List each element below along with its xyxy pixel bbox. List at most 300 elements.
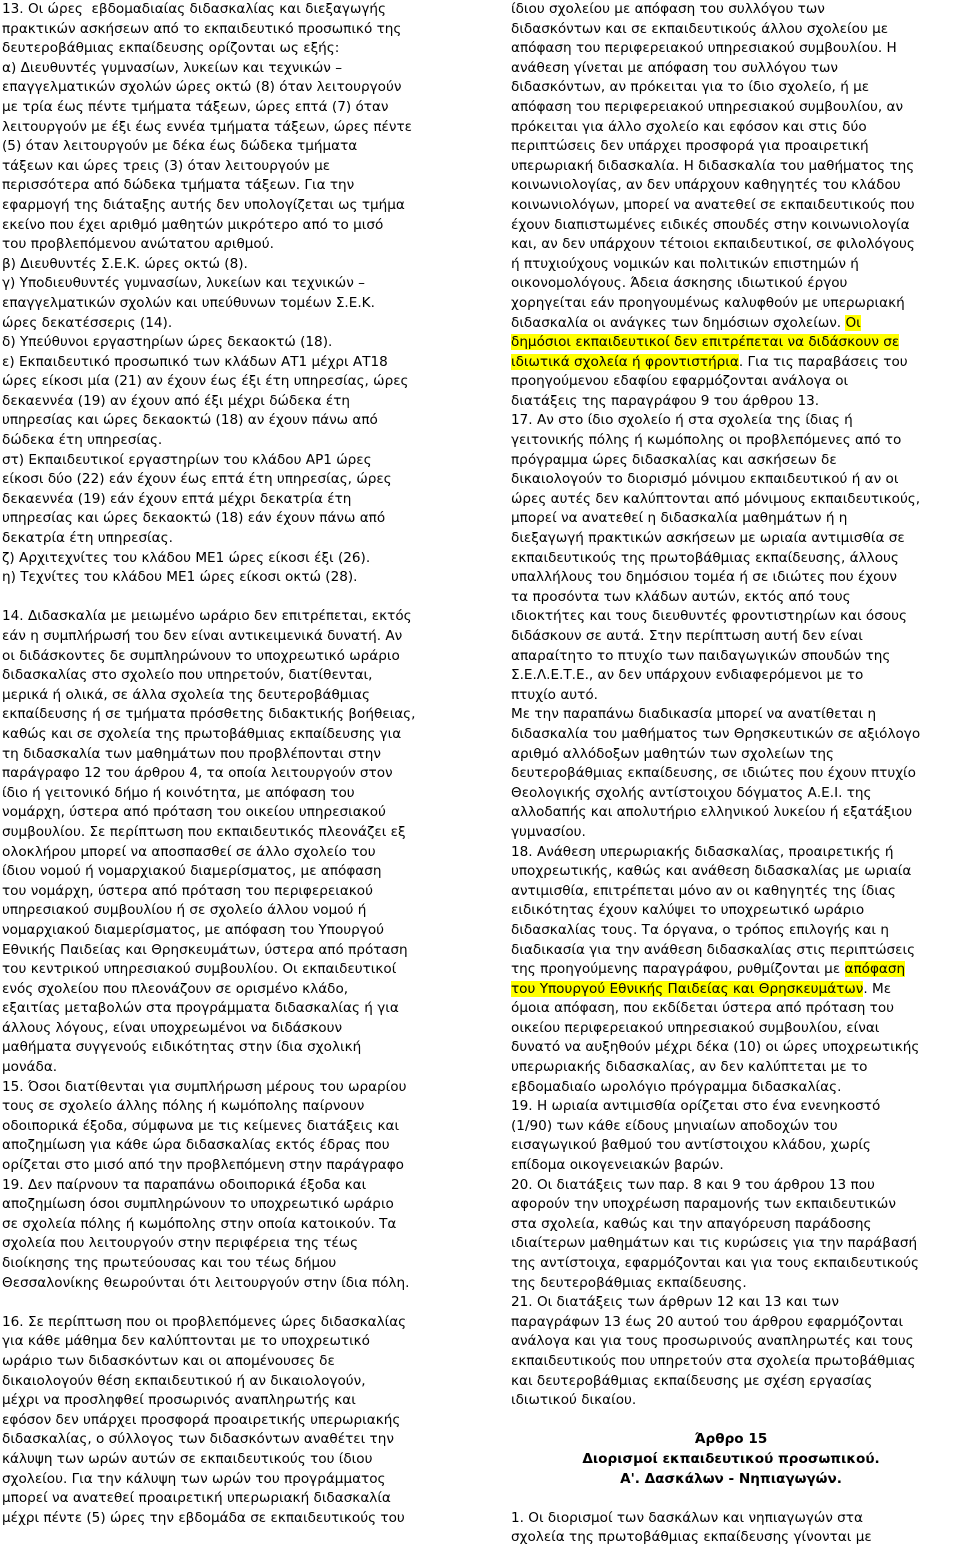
right-column-line <box>511 274 951 294</box>
right-column-line <box>511 196 951 216</box>
line-text: της αντίστοιχα, εφαρμόζονται και για τους εκπαιδευτικούς <box>511 1255 919 1271</box>
line-text: δυνατό να αυξηθούν μέχρι δέκα (10) οι ώρες υποχρεωτικής <box>511 1039 920 1056</box>
line-text: επαγγελματικών σχολών ώρες οκτώ (8) όταν λειτουργούν <box>2 79 402 96</box>
left-column-line <box>2 39 470 59</box>
left-column-line <box>2 451 470 471</box>
left-column-line <box>2 1509 470 1529</box>
line-text: εφαρμογή της διάταξης αυτής δεν υπολογίζεται ως τμήμα <box>2 196 405 213</box>
right-column-line <box>511 157 951 177</box>
right-column-line <box>511 921 951 941</box>
left-column-line <box>2 1274 470 1294</box>
left-column-line <box>2 1254 470 1274</box>
line-text: συμβουλίου. Σε περίπτωση που εκπαιδευτικός πλεονάζει εξ <box>2 823 406 840</box>
line-text: στ) Εκπαιδευτικοί εργαστηρίων του κλάδου ΑΡ1 ώρες <box>2 451 372 468</box>
right-column-line <box>511 118 951 138</box>
line-text: υπηρεσίας και ώρες δεκαοκτώ (18) αν έχουν πάνω από <box>2 412 378 429</box>
line-text: της δευτεροβάθμιας εκπαίδευσης. <box>511 1274 747 1291</box>
line-text: έχουν διαπιστωμένες ειδικές σπουδές στην κοινωνιολογία <box>511 216 910 233</box>
left-column-line <box>2 176 470 196</box>
line-text: ιδιοκτήτες και τους διευθυντές φροντιστηρίων και όσους <box>511 608 907 625</box>
line-text: εισαγωγικού βαθμού του αντίστοιχου κλάδου, χωρίς <box>511 1137 871 1154</box>
line-text: απόφαση του περιφερειακού υπηρεσιακού συμβουλίου. Η <box>511 40 897 57</box>
right-column-line <box>511 1254 951 1274</box>
left-column-line <box>2 1470 470 1490</box>
left-column-line <box>2 118 470 138</box>
line-text: 19. Η ωριαία αντιμισθία ορίζεται στο ένα ενενηκοστό <box>511 1098 881 1115</box>
line-text: και δευτεροβάθμιας εκπαίδευσης με σχέση εργασίας <box>511 1372 873 1389</box>
left-column-line <box>2 607 470 627</box>
line-text: οδοιπορικά έξοδα, σύμφωνα με τις κείμενες διατάξεις και <box>2 1117 400 1134</box>
left-column-line <box>2 960 470 980</box>
right-column-line <box>511 98 951 118</box>
left-column-line <box>2 1019 470 1039</box>
line-text: (1/90) των κάθε είδους μηνιαίων αποδοχών του <box>511 1117 838 1134</box>
right-column-line <box>511 314 951 334</box>
line-text: 1. Οι διορισμοί των δασκάλων και νηπιαγωγών στα <box>511 1509 863 1526</box>
left-column-line <box>2 196 470 216</box>
left-column-line <box>2 372 470 392</box>
left-column-line <box>2 1156 470 1176</box>
right-column-line <box>511 1332 951 1352</box>
line-text: μαθήματα συγγενούς ειδικότητας στην ίδια σχολική <box>2 1039 362 1056</box>
line-text: σχολεία που λειτουργούν στην περιφέρεια της τέως <box>2 1235 359 1252</box>
line-text: απόφαση του περιφερειακού υπηρεσιακού συμβουλίου, αν <box>511 98 904 115</box>
line-text: διαδικασία για την ανάθεση διδασκαλίας στις περιπτώσεις <box>511 941 916 958</box>
line-text: ίδιου νομού ή νομαρχιακού διαμερίσματος, με απόφαση <box>2 863 382 880</box>
right-column-line <box>511 960 951 980</box>
line-text: λειτουργούν με έξι έως εννέα τμήματα τάξεων, ώρες πέντε <box>2 118 413 135</box>
line-text: του κεντρικού υπηρεσιακού συμβουλίου. Οι εκπαιδευτικοί <box>2 961 397 978</box>
right-column-line <box>511 1195 951 1215</box>
line-text: δεκαεννέα (19) εάν έχουν επτά μέχρι δεκατρία έτη <box>2 490 352 507</box>
line-text: δευτεροβάθμιας εκπαίδευσης ορίζονται ως εξής: <box>2 40 340 57</box>
line-text: πρόκειται για άλλο σχολείο και εφόσον και στις δύο <box>511 118 867 135</box>
line-text: εβδομαδιαίο ωρολόγιο πρόγραμμα διδασκαλίας. <box>511 1078 842 1095</box>
line-text: διοίκησης της πρωτεύουσας και του τέως δήμου <box>2 1255 337 1271</box>
left-column-line <box>2 1450 470 1470</box>
right-column-line <box>511 1274 951 1294</box>
right-column-line <box>511 1078 951 1098</box>
right-column-line <box>511 784 951 804</box>
left-column-line <box>2 235 470 255</box>
left-column-line <box>2 980 470 1000</box>
left-column-line <box>2 627 470 647</box>
right-column-line <box>511 568 951 588</box>
left-column-line <box>2 529 470 549</box>
line-text: υπηρεσιακού συμβουλίου ή σε σχολείο άλλου νομού ή <box>2 902 367 919</box>
line-text: 18. Ανάθεση υπερωριακής διδασκαλίας, προαιρετικής ή <box>511 843 894 860</box>
line-text: εξαιτίας μεταβολών στα προγράμματα διδασκαλίας ή για <box>2 1000 399 1017</box>
line-text: εάν η συμπλήρωσή του δεν είναι αντικειμενικά δυνατή. Αν <box>2 628 403 644</box>
line-text: διδασκαλίας, ο σύλλογος των διδασκόντων αναθέτει την <box>2 1431 394 1448</box>
line-text: οι διδάσκοντες δε συμπληρώνουν το υποχρεωτικό ωράριο <box>2 647 400 664</box>
left-column-line <box>2 274 470 294</box>
line-text: περισσότερα από δώδεκα τμήματα τάξεων. Για την <box>2 177 355 194</box>
line-text: διδασκόντων και σε εκπαιδευτικούς άλλου σχολείου με <box>511 20 889 37</box>
line-text: διδάσκουν σε αυτά. Στην περίπτωση αυτή δεν είναι <box>511 628 863 644</box>
right-column-line <box>511 529 951 549</box>
line-text: 13. Οι ώρες εβδομαδιαίας διδασκαλίας και διεξαγωγής <box>2 1 386 17</box>
line-text: διδασκαλία οι ανάγκες των δημόσιων σχολείων. <box>511 314 846 331</box>
line-text: υπερωριακή διδασκαλία. Η διδασκαλία του μαθήματος της <box>511 157 915 174</box>
left-column-line <box>2 392 470 412</box>
line-text: ειδικότητας έχουν καλύψει το υποχρεωτικό ωράριο <box>511 902 865 919</box>
left-column-line <box>2 803 470 823</box>
right-column-line <box>511 647 951 667</box>
left-column-line <box>2 901 470 921</box>
right-column-line <box>511 1313 951 1333</box>
right-column-line <box>511 627 951 647</box>
right-column-line <box>511 372 951 392</box>
line-text: κοινωνιολόγων, μπορεί να ανατεθεί σε εκπαιδευτικούς που <box>511 196 915 213</box>
line-text: εκείνο που έχει αριθμό μαθητών μικρότερο από το μισό <box>2 216 384 233</box>
right-column-line <box>511 1411 951 1431</box>
left-column-line <box>2 255 470 275</box>
line-text: οικονομολόγους. Άδεια άσκησης ιδιωτικού έργου <box>511 275 848 292</box>
line-text: Σ.Ε.Λ.Ε.Τ.Ε., αν δεν υπάρχουν ενδιαφερόμενοι με το <box>511 667 864 684</box>
right-column-line <box>511 20 951 40</box>
left-column-line <box>2 745 470 765</box>
right-column-line <box>511 411 951 431</box>
left-column-line <box>2 1176 470 1196</box>
line-text: κοινωνιολογίας, αν δεν υπάρχουν καθηγητές του κλάδου <box>511 177 901 194</box>
right-column-line <box>511 1470 951 1490</box>
left-column-line <box>2 725 470 745</box>
line-text: της προηγούμενης παραγράφου, ρυθμίζονται με <box>511 961 845 978</box>
line-text: αποζημίωση για κάθε ώρα διδασκαλίας εκτός έδρας που <box>2 1137 390 1154</box>
line-text: δικαιολογούν το διορισμό μόνιμου εκπαιδευτικού ή αν οι <box>511 471 899 488</box>
line-text: ώρες είκοσι μία (21) αν έχουν έως έξι έτη υπηρεσίας, ώρες <box>2 373 409 390</box>
right-column-line <box>511 1097 951 1117</box>
line-text: παράγραφο 12 του άρθρου 4, τα οποία λειτουργούν στον <box>2 765 393 782</box>
left-column-line <box>2 1136 470 1156</box>
right-column <box>511 0 951 1548</box>
left-column-line <box>2 1411 470 1431</box>
line-text: διδασκαλίας τους. Τα όργανα, ο τρόπος επιλογής και η <box>511 921 889 938</box>
right-column-line <box>511 607 951 627</box>
left-column-line <box>2 921 470 941</box>
line-text: νομαρχιακού διαμερίσματος, με απόφαση του Υπουργού <box>2 921 384 938</box>
line-text: υπηρεσίας και ώρες δεκαοκτώ (18) εάν έχουν πάνω από <box>2 510 386 527</box>
line-text: πρόγραμμα ώρες διδασκαλίας και ασκήσεων δε <box>511 451 837 468</box>
line-text: χορηγείται εάν προηγουμένως καλυφθούν με υπερωριακή <box>511 294 905 311</box>
right-column-line <box>511 1293 951 1313</box>
line-text: ίδιου σχολείου με απόφαση του συλλόγου των <box>511 1 825 17</box>
line-text: τη διδασκαλία των μαθημάτων που προβλέπονται στην <box>2 745 381 762</box>
line-text: διεξαγωγή πρακτικών ασκήσεων με ωριαία αντιμισθία σε <box>511 530 905 547</box>
left-column-line <box>2 862 470 882</box>
left-column-line <box>2 999 470 1019</box>
right-column-line <box>511 490 951 510</box>
line-text: 19. Δεν παίρνουν τα παραπάνω οδοιπορικά έξοδα και <box>2 1176 367 1193</box>
line-text: ανάλογα και για τους προσωρινούς αναπληρωτές και τους <box>511 1333 914 1350</box>
right-column-line <box>511 1117 951 1137</box>
right-column-line <box>511 235 951 255</box>
line-text: όμοια απόφαση, που εκδίδεται ύστερα από πρόταση του <box>511 1000 895 1017</box>
line-text: του νομάρχη, ύστερα από πρόταση του περιφερειακού <box>2 882 373 899</box>
right-column-line <box>511 431 951 451</box>
right-column-line <box>511 59 951 79</box>
line-text: μέχρι να προσληφθεί προσωρινός αναπληρωτής και <box>2 1392 356 1409</box>
right-column-line <box>511 1372 951 1392</box>
line-text: ορίζεται στο μισό από την προβλεπόμενη στην παράγραφο <box>2 1157 404 1174</box>
line-text: ενός σχολείου που πλεονάζουν σε ορισμένο κλάδο, <box>2 980 349 997</box>
left-column-line <box>2 764 470 784</box>
line-text: δ) Υπεύθυνοι εργαστηρίων ώρες δεκαοκτώ (18). <box>2 334 333 351</box>
line-text: στα σχολεία, καθώς και την απαγόρευση παράδοσης <box>511 1215 872 1232</box>
line-text: . Με <box>863 980 892 997</box>
line-text: εκπαιδευτικούς της πρωτοβάθμιας εκπαίδευσης, άλλους <box>511 549 899 566</box>
line-text: σχολεία της πρωτοβάθμιας εκπαίδευσης γίνονται με <box>511 1529 872 1546</box>
line-text: Άρθρο 15 <box>694 1431 768 1448</box>
line-text: Α'. Δασκάλων - Νηπιαγωγών. <box>620 1470 842 1487</box>
left-column-line <box>2 1352 470 1372</box>
left-column-line <box>2 647 470 667</box>
left-column-line <box>2 78 470 98</box>
line-text: Διορισμοί εκπαιδευτικού προσωπικού. <box>582 1450 880 1467</box>
left-column-line <box>2 568 470 588</box>
line-text: μονάδα. <box>2 1059 58 1076</box>
right-column-line <box>511 1430 951 1450</box>
line-text: Θεολογικής σχολής αντίστοιχου δόγματος Α.Ε.Ι. της <box>511 784 872 801</box>
line-text: Με την παραπάνω διαδικασία μπορεί να ανατίθεται η <box>511 706 877 723</box>
line-text: ιδιαίτερων μαθημάτων και τις κυρώσεις για την παράβασή <box>511 1235 918 1252</box>
left-column-line <box>2 1293 470 1313</box>
left-column-line <box>2 490 470 510</box>
right-column-line <box>511 509 951 529</box>
line-text: εκπαιδευτικούς που υπηρετούν στα σχολεία πρωτοβάθμιας <box>511 1352 916 1369</box>
line-text: (5) όταν λειτουργούν με δέκα έως δώδεκα τμήματα <box>2 138 358 155</box>
line-text: 21. Οι διατάξεις των άρθρων 12 και 13 και των <box>511 1294 839 1311</box>
line-text: διδασκόντων, αν πρόκειται για το ίδιο σχολείο, ή με <box>511 79 870 96</box>
highlighted-text: του Υπουργού Εθνικής Παιδείας και Θρησκευμάτων <box>511 980 864 997</box>
left-column-line <box>2 1117 470 1137</box>
left-column-line <box>2 784 470 804</box>
line-text: σχολείου. Για την κάλυψη των ωρών του προγράμματος <box>2 1470 386 1487</box>
left-column-line <box>2 1372 470 1392</box>
line-text: είκοσι δύο (22) εάν έχουν έως επτά έτη υπηρεσίας, ώρες <box>2 471 392 488</box>
highlighted-text: δημόσιοι εκπαιδευτικοί δεν επιτρέπεται να διδάσκουν σε <box>511 334 900 351</box>
line-text: πτυχίο αυτό. <box>511 686 598 703</box>
right-column-line <box>511 294 951 314</box>
line-text: 20. Οι διατάξεις των παρ. 8 και 9 του άρθρου 13 που <box>511 1176 875 1193</box>
right-column-line <box>511 745 951 765</box>
left-column-line <box>2 588 470 608</box>
line-text: ωράριο των διδασκόντων και οι απομένουσες δε <box>2 1352 335 1369</box>
line-text: γ) Υποδιευθυντές γυμνασίων, λυκείων και τεχνικών – <box>2 275 365 292</box>
line-text: διδασκαλία του μαθήματος των Θρησκευτικών σε αξιόλογο <box>511 725 921 742</box>
left-column <box>2 0 470 1528</box>
left-column-line <box>2 1058 470 1078</box>
left-column-line <box>2 431 470 451</box>
right-column-line <box>511 1156 951 1176</box>
left-column-line <box>2 216 470 236</box>
line-text: αντιμισθία, επιτρέπεται μόνο αν οι καθηγητές της ίδιας <box>511 882 896 899</box>
right-column-line <box>511 1450 951 1470</box>
line-text: οικείου περιφερειακού υπηρεσιακού συμβουλίου, είναι <box>511 1019 880 1036</box>
line-text: εφόσον δεν υπάρχει προσφορά προαιρετικής υπερωριακής <box>2 1411 401 1428</box>
left-column-line <box>2 705 470 725</box>
line-text: δεκαεννέα (19) αν έχουν από έξι μέχρι δώδεκα έτη <box>2 392 351 409</box>
line-text: ή πτυχιούχους νομικών και πολιτικών επιστημών ή <box>511 255 859 272</box>
right-column-line <box>511 1352 951 1372</box>
highlighted-text: Οι <box>845 314 861 331</box>
line-text: υποχρεωτικής, καθώς και ανάθεση διδασκαλίας με ωριαία <box>511 863 912 880</box>
left-column-line <box>2 157 470 177</box>
line-text: αφορούν την υποχρέωση παραμονής των εκπαιδευτικών <box>511 1196 896 1213</box>
left-column-line <box>2 843 470 863</box>
left-column-line <box>2 1313 470 1333</box>
left-column-line <box>2 353 470 373</box>
left-column-line <box>2 470 470 490</box>
right-column-line <box>511 882 951 902</box>
line-text: αποζημίωση όσοι συμπληρώνουν το υποχρεωτικό ωράριο <box>2 1196 394 1213</box>
line-text: νομάρχη, ύστερα από πρόταση του οικείου υπηρεσιακού <box>2 804 386 821</box>
right-column-line <box>511 1215 951 1235</box>
line-text: β) Διευθυντές Σ.Ε.Κ. ώρες οκτώ (8). <box>2 255 248 272</box>
right-column-line <box>511 588 951 608</box>
line-text: απαραίτητο το πτυχίο των παιδαγωγικών σπουδών της <box>511 647 891 664</box>
right-column-line <box>511 549 951 569</box>
line-text: εκπαίδευσης ή σε τμήματα πρόσθετης διδακτικής βοήθειας, <box>2 706 416 723</box>
line-text: περιπτώσεις δεν υπάρχει προσφορά για προαιρετική <box>511 138 869 155</box>
line-text: υπερωριακής διδασκαλίας, αν δεν καλύπτεται με το <box>511 1059 868 1076</box>
line-text: τα προσόντα των κλάδων αυτών, εκτός από τους <box>511 588 851 605</box>
line-text: επαγγελματικών σχολών και υπεύθυνων τομέων Σ.Ε.Κ. <box>2 294 375 311</box>
line-text: . Για τις παραβάσεις του <box>738 353 908 370</box>
left-column-line <box>2 294 470 314</box>
right-column-line <box>511 0 951 20</box>
right-column-line <box>511 255 951 275</box>
line-text: γειτονικής πόλης ή κωμόπολης οι προβλεπόμενες από το <box>511 432 902 449</box>
line-text: προηγούμενου εδαφίου εφαρμόζονται ανάλογα οι <box>511 373 849 390</box>
line-text: μερικά ή ολικά, σε άλλα σχολεία της δευτεροβάθμιας <box>2 686 370 703</box>
line-text: μπορεί να ανατεθεί η διδασκαλία μαθημάτων ή η <box>511 510 848 527</box>
right-column-line <box>511 470 951 490</box>
line-text: σε σχολεία πόλης ή κωμόπολης στην οποία κατοικούν. Τα <box>2 1215 397 1232</box>
left-column-line <box>2 549 470 569</box>
line-text: παραγράφων 13 έως 20 αυτού του άρθρου εφαρμόζονται <box>511 1313 904 1330</box>
left-column-line <box>2 941 470 961</box>
line-text: ιδιωτικού δικαίου. <box>511 1392 637 1409</box>
left-column-line <box>2 20 470 40</box>
line-text: και, αν δεν υπάρχουν τέτοιοι εκπαιδευτικοί, σε φιλολόγους <box>511 236 915 253</box>
left-column-line <box>2 411 470 431</box>
right-column-line <box>511 705 951 725</box>
line-text: η) Τεχνίτες του κλάδου ΜΕ1 ώρες είκοσι οκτώ (28). <box>2 569 358 586</box>
right-column-line <box>511 1176 951 1196</box>
right-column-line <box>511 686 951 706</box>
line-text: ώρες αυτές δεν καλύπτονται από μόνιμους εκπαιδευτικούς, <box>511 490 921 507</box>
right-column-line <box>511 999 951 1019</box>
line-text: διατάξεις της παραγράφου 9 του άρθρου 13. <box>511 392 820 409</box>
right-column-line <box>511 666 951 686</box>
right-column-line <box>511 941 951 961</box>
line-text: διδασκαλίας στο σχολείο που υπηρετούν, διατίθενται, <box>2 667 373 684</box>
left-column-line <box>2 98 470 118</box>
right-column-line <box>511 39 951 59</box>
line-text: άλλους λόγους, είναι υποχρεωμένοι να διδάσκουν <box>2 1019 343 1036</box>
line-text: ε) Εκπαιδευτικό προσωπικό των κλάδων ΑΤ1 μέχρι ΑΤ18 <box>2 353 388 370</box>
right-column-line <box>511 1058 951 1078</box>
right-column-line <box>511 823 951 843</box>
right-column-line <box>511 392 951 412</box>
left-column-line <box>2 1195 470 1215</box>
highlighted-text: ιδιωτικά σχολεία ή φροντιστήρια <box>511 353 739 370</box>
line-text: με τρία έως πέντε τμήματα τάξεων, ώρες επτά (7) όταν <box>2 98 389 115</box>
line-text: 16. Σε περίπτωση που οι προβλεπόμενες ώρες διδασκαλίας <box>2 1313 407 1330</box>
left-column-line <box>2 1097 470 1117</box>
line-text: 15. Όσοι διατίθενται για συμπλήρωση μέρους του ωραρίου <box>2 1078 407 1095</box>
right-column-line <box>511 1136 951 1156</box>
line-text: Θεσσαλονίκης θεωρούνται ότι λειτουργούν στην ίδια πόλη. <box>2 1274 410 1291</box>
left-column-line <box>2 333 470 353</box>
left-column-line <box>2 686 470 706</box>
line-text: γυμνασίου. <box>511 823 586 840</box>
right-column-line <box>511 1509 951 1529</box>
left-column-line <box>2 666 470 686</box>
line-text: 14. Διδασκαλία με μειωμένο ωράριο δεν επιτρέπεται, εκτός <box>2 608 412 625</box>
right-column-line <box>511 843 951 863</box>
line-text: τους σε σχολείο άλλης πόλης ή κωμόπολης παίρνουν <box>2 1098 365 1115</box>
line-text: για κάθε μάθημα δεν καλύπτονται με το υποχρεωτικό <box>2 1333 370 1350</box>
left-column-line <box>2 882 470 902</box>
line-text: δευτεροβάθμιας εκπαίδευσης, σε ιδιώτες που έχουν πτυχίο <box>511 765 916 782</box>
left-column-line <box>2 823 470 843</box>
right-column-line <box>511 764 951 784</box>
line-text: 17. Αν στο ίδιο σχολείο ή στα σχολεία της ίδιας ή <box>511 412 853 429</box>
left-column-line <box>2 59 470 79</box>
right-column-line <box>511 803 951 823</box>
right-column-line <box>511 862 951 882</box>
line-text: α) Διευθυντές γυμνασίων, λυκείων και τεχνικών – <box>2 59 342 76</box>
left-column-line <box>2 1391 470 1411</box>
right-column-line <box>511 980 951 1000</box>
left-column-line <box>2 1215 470 1235</box>
right-column-line <box>511 137 951 157</box>
right-column-line <box>511 1391 951 1411</box>
line-text: μπορεί να ανατεθεί προαιρετική υπερωριακή διδασκαλία <box>2 1490 391 1507</box>
left-column-line <box>2 0 470 20</box>
right-column-line <box>511 725 951 745</box>
right-column-line <box>511 176 951 196</box>
left-column-line <box>2 137 470 157</box>
line-text: ώρες δεκατέσσερις (14). <box>2 314 173 331</box>
line-text: καθώς και σε σχολεία της πρωτοβάθμιας εκπαίδευσης για <box>2 725 402 742</box>
highlighted-text: απόφαση <box>844 961 906 978</box>
line-text: του προβλεπόμενου ανώτατου αριθμού. <box>2 236 274 253</box>
line-text: Εθνικής Παιδείας και Θρησκευμάτων, ύστερα από πρόταση <box>2 941 408 958</box>
left-column-line <box>2 1078 470 1098</box>
left-column-line <box>2 509 470 529</box>
line-text: αλλοδαπής και απολυτήριο ελληνικού λυκείου ή εξατάξιου <box>511 804 913 821</box>
left-column-line <box>2 1234 470 1254</box>
right-column-line <box>511 333 951 353</box>
left-column-line <box>2 1430 470 1450</box>
line-text: τάξεων και ώρες τρεις (3) όταν λειτουργούν με <box>2 157 331 174</box>
line-text: κάλυψη των ωρών αυτών σε εκπαιδευτικούς του ίδιου <box>2 1450 373 1467</box>
right-column-line <box>511 451 951 471</box>
line-text: ζ) Αρχιτεχνίτες του κλάδου ΜΕ1 ώρες είκοσι έξι (26). <box>2 549 371 566</box>
line-text: αριθμό αλλόδοξων μαθητών των σχολείων της <box>511 745 835 762</box>
right-column-line <box>511 1234 951 1254</box>
line-text: πρακτικών ασκήσεων από το εκπαιδευτικό προσωπικό της <box>2 20 402 37</box>
left-column-line <box>2 1332 470 1352</box>
line-text: ολοκλήρου μπορεί να αποσπασθεί σε άλλο σχολείο του <box>2 843 376 860</box>
line-text: δώδεκα έτη υπηρεσίας. <box>2 432 163 449</box>
left-column-line <box>2 1489 470 1509</box>
line-text: ανάθεση γίνεται με απόφαση του συλλόγου των <box>511 59 838 76</box>
